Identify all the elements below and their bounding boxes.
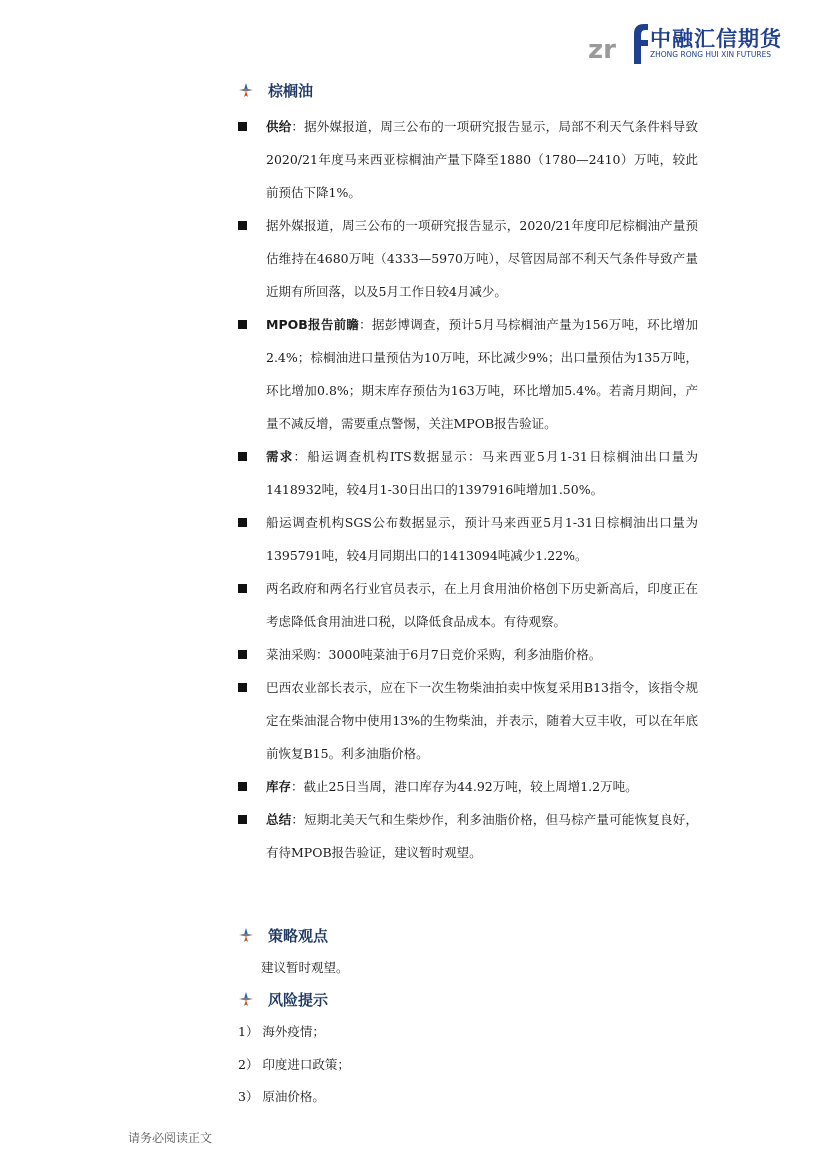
item-text: 船运调查机构ITS数据显示：马来西亚5月1-31日棕榈油出口量为1418932吨，较4月1-30日出口的1397916吨增加1.50%。 [266, 449, 698, 497]
item-text: 菜油采购：3000吨菜油于6月7日竞价采购，利多油脂价格。 [266, 647, 602, 662]
section-marker-icon [238, 927, 254, 943]
item-text: 据外媒报道，周三公布的一项研究报告显示，局部不利天气条件料导致2020/21年度马来西亚棕榈油产量下降至1880（1780—2410）万吨，较此前预估下降1%。 [266, 119, 698, 200]
list-item [238, 770, 698, 803]
item-text: 截止25日当周，港口库存为44.92万吨，较上周增1.2万吨。 [303, 779, 638, 794]
list-item [238, 440, 698, 506]
risk-item: 3） 原油价格。 [238, 1089, 325, 1104]
list-item [238, 638, 698, 671]
risk-item: 2） 印度进口政策； [238, 1057, 350, 1072]
logo-chinese-name: 中融汇信期货 [650, 27, 782, 51]
item-text: 短期北美天气和生柴炒作，利多油脂价格，但马棕产量可能恢复良好，有待MPOB报告验证，建议暂时观望。 [266, 812, 698, 860]
square-bullet-icon [238, 584, 247, 593]
risk-item: 1） 海外疫情； [238, 1024, 325, 1039]
item-separator: ： [359, 317, 372, 332]
logo-english-name: ZHONG RONG HUI XIN FUTURES [650, 50, 772, 59]
item-label: 库存 [266, 779, 292, 794]
list-item [238, 506, 698, 572]
item-text: 船运调查机构SGS公布数据显示，预计马来西亚5月1-31日棕榈油出口量为1395791吨，较4月同期出口的1413094吨减少1.22%。 [266, 515, 698, 563]
square-bullet-icon [238, 782, 247, 791]
square-bullet-icon [238, 221, 247, 230]
list-item [238, 572, 698, 638]
strategy-text: 建议暂时观望。 [261, 960, 349, 975]
square-bullet-icon [238, 815, 247, 824]
square-bullet-icon [238, 650, 247, 659]
square-bullet-icon [238, 452, 247, 461]
square-bullet-icon [238, 122, 247, 131]
footer-disclaimer: 请务必阅读正文 [128, 1131, 213, 1145]
item-separator: ： [291, 779, 304, 794]
section-strategy-heading [238, 923, 328, 947]
list-item [238, 209, 698, 308]
item-text: 巴西农业部长表示，应在下一次生物柴油拍卖中恢复采用B13指令，该指令规定在柴油混合物中使用13%的生物柴油，并表示，随着大豆丰收，可以在年底前恢复B15。利多油脂价格。 [266, 680, 698, 761]
item-label: 需求 [266, 449, 294, 464]
section-title: 风险提示 [268, 990, 329, 1009]
section-risk-heading [238, 987, 328, 1011]
section-title: 棕榈油 [268, 81, 314, 100]
list-item [238, 308, 698, 440]
item-text: 据彭博调查，预计5月马棕榈油产量为156万吨，环比增加2.4%；棕榈油进口量预估为10万吨，环比减少9%；出口量预估为135万吨，环比增加0.8%；期末库存预估为163万吨，环比增加5.4%。若斋月期间，产量不减反增，需要重点警惕，关注MPOB报告验证。 [266, 317, 698, 431]
square-bullet-icon [238, 518, 247, 527]
item-label: 供给 [266, 119, 292, 134]
company-logo [588, 20, 782, 64]
zrf-logo-icon [588, 20, 648, 64]
square-bullet-icon [238, 683, 247, 692]
item-text: 据外媒报道，周三公布的一项研究报告显示，2020/21年度印尼棕榈油产量预估维持在4680万吨（4333—5970万吨），尽管因局部不利天气条件导致产量近期有所回落，以及5月工作日较4月减少。 [266, 218, 698, 299]
square-bullet-icon [238, 320, 247, 329]
section-palm-oil-heading [238, 78, 313, 102]
item-label: MPOB报告前瞻 [266, 317, 360, 332]
item-separator: ： [291, 119, 305, 134]
item-text: 两名政府和两名行业官员表示，在上月食用油价格创下历史新高后，印度正在考虑降低食用油进口税，以降低食品成本。有待观察。 [266, 581, 698, 629]
list-item [238, 803, 698, 869]
section-title: 策略观点 [268, 926, 329, 945]
section-marker-icon [238, 82, 254, 98]
palm-oil-bullet-list [238, 110, 698, 869]
item-label: 总结 [266, 812, 292, 827]
section-marker-icon [238, 991, 254, 1007]
list-item [238, 671, 698, 770]
item-separator: ： [291, 812, 305, 827]
item-separator: ： [293, 449, 308, 464]
svg-text:zr: zr [588, 35, 616, 64]
list-item [238, 110, 698, 209]
